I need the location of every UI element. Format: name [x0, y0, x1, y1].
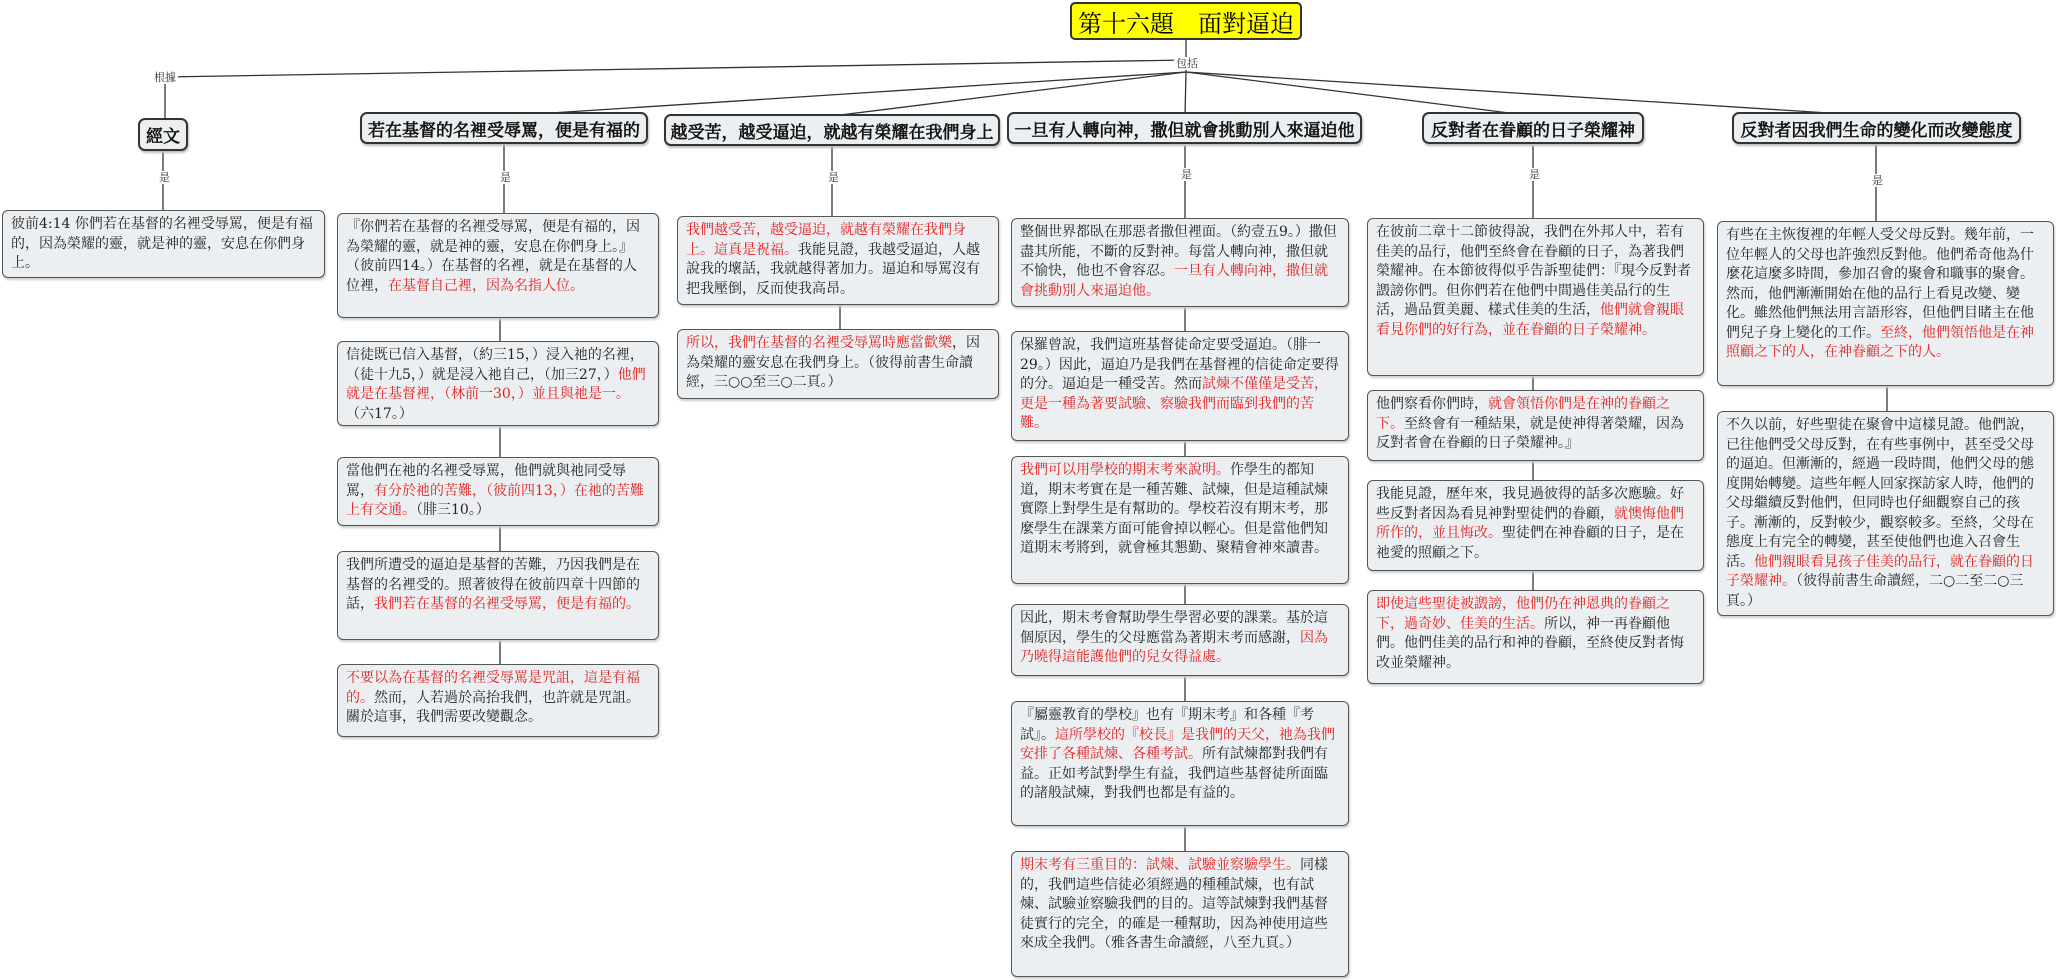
note-text: 我們所遭受的逼迫是基督的苦難，乃因我們是在基督的名裡受的。照著彼得在彼前四章十四節的話，: [346, 557, 640, 612]
note-col1-4: [337, 551, 659, 640]
note-text: （六17。）: [346, 405, 413, 422]
highlighted-text: 即使這些聖徒被譭謗，他們仍在神恩典的眷顧之下，過奇妙、佳美的生活。: [1376, 596, 1670, 632]
note-text: 所以，神一再眷顧他們。他們佳美的品行和神的眷顧，至終使反對者悔改並榮耀神。: [1376, 615, 1684, 671]
note-text: 同樣的，我們這些信徒必須經過的種種試煉，也有試煉、試驗並察驗我們的目的。這等試煉對我們基督徒實行的完全，的確是一種幫助，因為神使用這些來成全我們。（雅各書生命讀經，八至九頁。）: [1020, 857, 1328, 951]
note-col3-6: [1011, 851, 1349, 977]
root-topic[interactable]: 第十六題 面對逼迫: [1070, 2, 1302, 40]
connector-label-basis: 根據: [154, 71, 176, 84]
note-col1-3: [337, 457, 659, 526]
connector-label-is: 是: [500, 171, 511, 184]
note-col3-4: [1011, 604, 1349, 676]
note-text: 整個世界都臥在那惡者撒但裡面。（約壹五9。）撒但盡其所能，不斷的反對神。每當人轉向神，撒但就不愉快，他也不會容忍。: [1020, 224, 1337, 279]
note-text: （腓三10。）: [416, 502, 490, 518]
highlighted-text: 期末考有三重目的：試煉、試驗並察驗學生。: [1020, 857, 1300, 873]
connector-label-includes: 包括: [1176, 57, 1198, 70]
highlighted-text: 因為乃曉得這能護他們的兒女得益處。: [1020, 629, 1328, 665]
connector-label-is: 是: [159, 171, 170, 184]
highlighted-text: 我們越受苦，越受逼迫，就越有榮耀在我們身上。這真是祝福。: [686, 222, 966, 258]
note-text: 在彼前二章十二節彼得說，我們在外邦人中，若有佳美的品行，他們至終會在眷顧的日子，為著我們榮耀神。在本節彼得似乎告訴聖徒們：『現今反對者譭謗你們。但你們若在他們中間過佳美品行的生活，過品質美麗、樣式佳美的生活，: [1376, 224, 1691, 318]
note-text: ，因為榮耀的靈安息在我們身上。（彼得前書生命讀經，三○○至三○二頁。）: [686, 335, 980, 390]
note-text: 他們察看你們時，: [1376, 396, 1488, 412]
topic-glory-through-suffering[interactable]: 越受苦，越受逼迫，就越有榮耀在我們身上: [664, 114, 1000, 146]
note-col4-1: [1367, 218, 1704, 376]
highlighted-text: 一旦有人轉向神，撒但就會挑動別人來逼迫他。: [1020, 263, 1328, 299]
note-col3-3: [1011, 456, 1349, 584]
highlighted-text: 我們若在基督的名裡受辱罵，便是有福的。: [374, 596, 640, 612]
note-text: 聖徒們在神眷顧的日子，是在祂愛的照顧之下。: [1376, 525, 1684, 561]
highlighted-text: 我們可以用學校的期末考來說明。: [1020, 462, 1230, 478]
highlighted-text: 試煉不僅僅是受苦，更是一種為著要試驗、察驗我們而臨到我們的苦難。: [1020, 376, 1328, 431]
highlighted-text: 他們就會親眼看見你們的好行為，並在眷顧的日子榮耀神。: [1376, 302, 1684, 338]
note-text: 我能見證，歷年來，我見過彼得的話多次應驗。好些反對者因為看見神對聖徒們的眷顧，: [1376, 486, 1684, 522]
note-col4-3: [1367, 480, 1704, 571]
highlighted-text: 他們就是在基督裡，（林前一30，）並且與祂是一。: [346, 366, 646, 402]
highlighted-text: 所以，我們在基督的名裡受辱罵時應當歡樂: [686, 335, 952, 351]
connector-label-is: 是: [1181, 168, 1192, 181]
note-col2-1: [677, 216, 999, 305]
note-text: 至終會有一種結果，就是使神得著榮耀，因為反對者會在眷顧的日子榮耀神。』: [1376, 415, 1684, 451]
highlighted-text: 就會領悟你們是在神的眷顧之下。: [1376, 396, 1670, 432]
note-col1-5: [337, 664, 659, 737]
note-col4-2: [1367, 390, 1704, 461]
connector-label-is: 是: [828, 171, 839, 184]
note-text: 作學生的都知道，期末考實在是一種苦難、試煉，但是這種試煉實際上對學生是有幫助的。學校若沒有期末考，那麼學生在課業方面可能會掉以輕心。但是當他們知道期末考將到，就會極其懇勤、聚精會神來讀書。: [1020, 462, 1328, 556]
note-text: 不久以前，好些聖徒在聚會中這樣見證。他們說，已往他們受父母反對，在有些事例中，甚至受父母的逼迫。但漸漸的，經過一段時間，他們父母的態度開始轉變。這些年輕人回家探訪家人時，他們的父母繼續反對他們，但同時也仔細觀察自己的孩子。漸漸的，反對較少，觀察較多。至終，父母在態度上有完全的轉變，甚至使他們也進入召會生活。: [1726, 417, 2034, 570]
note-text: 有些在主恢復裡的年輕人受父母反對。幾年前，一位年輕人的父母也許強烈反對他。他們希奇他為什麼花這麼多時間，參加召會的聚會和職事的聚會。然而，他們漸漸開始在他的品行上看見改變、變化。雖然他們無法用言語形容，但他們目睹主在他們兒子身上變化的工作。: [1726, 227, 2034, 341]
note-col4-4: [1367, 590, 1704, 684]
note-col5-2: [1717, 411, 2054, 616]
note-text: 信徒既已信入基督，（約三15，）浸入祂的名裡，（徒十九5，）就是浸入祂自己，（加三27，）: [346, 347, 644, 383]
highlighted-text: 有分於祂的苦難，（彼前四13，）在祂的苦難上有交通。: [346, 482, 644, 518]
note-col1-1: [337, 213, 659, 318]
note-text: 因此，期末考會幫助學生學習必要的課業。基於這個原因，學生的父母應當為著期末考而感謝，: [1020, 610, 1328, 646]
note-text: 『你們若在基督的名裡受辱罵，便是有福的，因為榮耀的靈，就是神的靈，安息在你們身上。』（彼前四14。）在基督的名裡，就是在基督的人位裡，: [346, 219, 640, 294]
connector-label-is: 是: [1872, 174, 1883, 187]
highlighted-text: 在基督自己裡，因為名指人位。: [388, 277, 584, 294]
note-col3-1: [1011, 218, 1349, 307]
note-text: 所有試煉都對我們有益。正如考試對學生有益，我們這些基督徒所面臨的諸般試煉，對我們也都是有益的。: [1020, 746, 1328, 801]
highlighted-text: 不要以為在基督的名裡受辱罵是咒詛，這是有福的。: [346, 670, 640, 706]
highlighted-text: 他們親眼看見孩子佳美的品行，就在眷顧的日子榮耀神。: [1726, 553, 2034, 589]
note-text: 彼前4:14 你們若在基督的名裡受辱罵，便是有福的，因為榮耀的靈，就是神的靈，安息在你們身上。: [11, 216, 313, 271]
note-text: （彼得前書生命讀經，二○二至二○三頁。）: [1726, 573, 2024, 609]
note-text: 我能見證，我越受逼迫，人越說我的壞話，我就越得著加力。逼迫和辱罵沒有把我壓倒，反而使我高昂。: [686, 241, 980, 297]
topic-scripture[interactable]: 經文: [138, 118, 188, 151]
highlighted-text: 就懊悔他們所作的，並且悔改。: [1376, 505, 1684, 541]
note-col3-2: [1011, 331, 1349, 441]
highlighted-text: 這所學校的『校長』是我們的天父，祂為我們安排了各種試煉、各種考試。: [1020, 726, 1335, 762]
highlighted-text: 至終，他們領悟他是在神照顧之下的人，在神眷顧之下的人。: [1726, 324, 2034, 360]
note-col3-5: [1011, 701, 1349, 826]
note-text: 保羅曾說，我們這班基督徒命定要受逼迫。（腓一29。）因此，逼迫乃是我們在基督裡的信徒命定要得的分。逼迫是一種受苦。然而: [1020, 337, 1339, 392]
topic-opposers-change-attitude[interactable]: 反對者因我們生命的變化而改變態度: [1732, 112, 2021, 144]
connector-label-is: 是: [1529, 168, 1540, 181]
note-col5-1: [1717, 221, 2054, 386]
topic-blessed-when-reproached[interactable]: 若在基督的名裡受辱罵，便是有福的: [360, 112, 648, 144]
note-text: 然而，人若過於高抬我們，也許就是咒詛。關於這事，我們需要改變觀念。: [346, 689, 640, 725]
topic-opposers-glorify-god[interactable]: 反對者在眷顧的日子榮耀神: [1422, 112, 1644, 144]
note-text: 當他們在祂的名裡受辱罵，他們就與祂同受辱罵，: [346, 463, 626, 499]
note-text: 『屬靈教育的學校』也有『期末考』和各種『考試』。: [1020, 707, 1314, 743]
note-col2-2: [677, 329, 999, 399]
topic-satan-stirs-persecution[interactable]: 一旦有人轉向神，撒但就會挑動別人來逼迫他: [1007, 112, 1362, 144]
note-scripture-1peter-4-14: [2, 210, 325, 278]
note-col1-2: [337, 341, 659, 426]
